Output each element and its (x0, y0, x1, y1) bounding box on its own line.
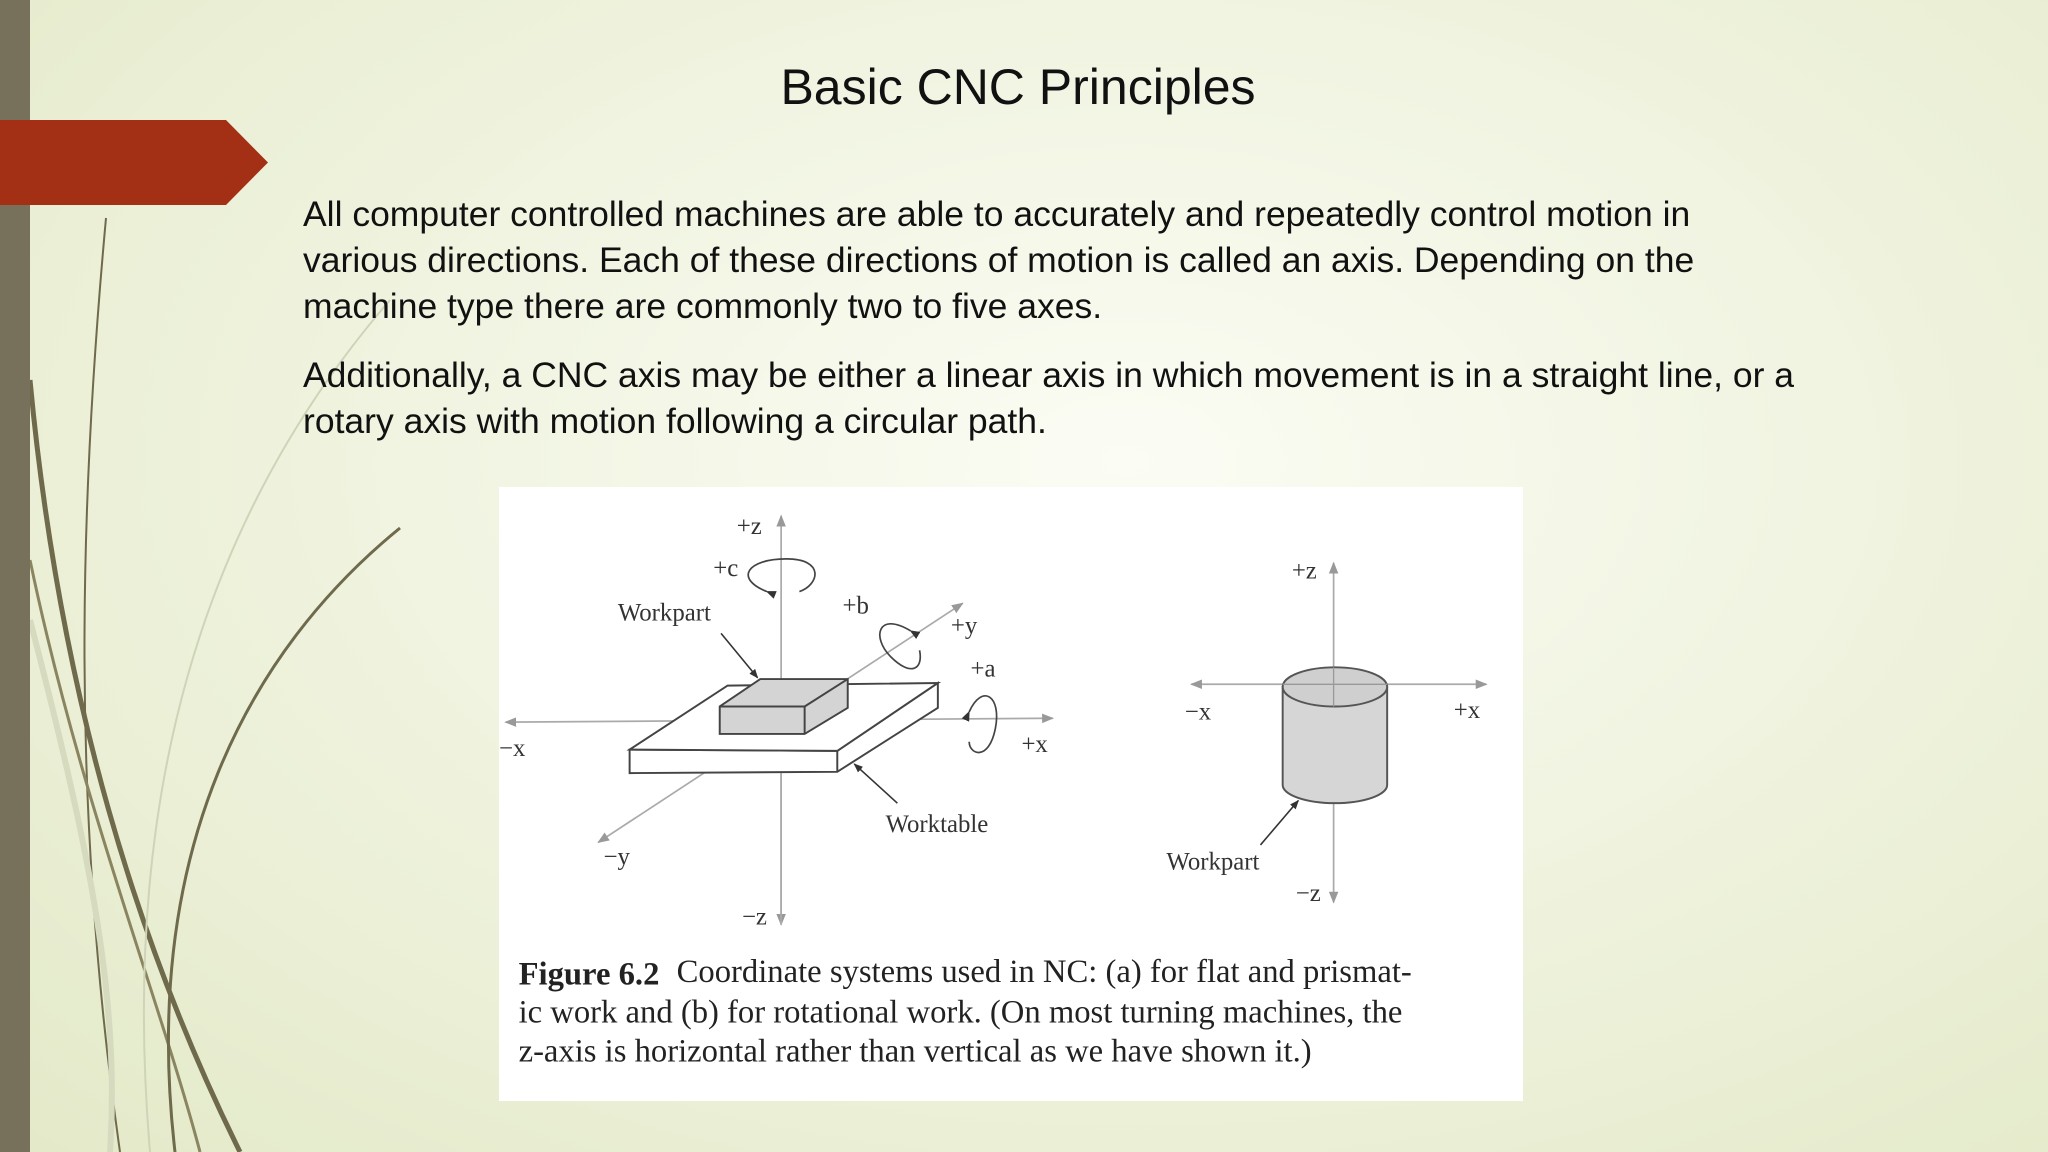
text-line: rotary axis with motion following a circular path. (303, 401, 1047, 441)
caption-number: Figure 6.2 (518, 956, 660, 993)
text-line: machine type there are commonly two to five axes. (303, 286, 1103, 326)
caption-line: z-axis is horizontal rather than vertical as we have shown it.) (518, 1033, 1312, 1070)
caption-line: Coordinate systems used in NC: (a) for flat and prismat- (676, 954, 1412, 991)
label-pa: +a (970, 655, 996, 683)
label-mz: −z (1295, 880, 1321, 908)
label-py: +y (950, 612, 978, 640)
label-worktable: Worktable (885, 810, 989, 838)
label-mx: −x (499, 735, 526, 763)
rotational-coordinate-diagram (1166, 557, 1486, 907)
label-px: +x (1021, 731, 1048, 759)
caption-line: ic work and (b) for rotational work. (On most turning machines, the (518, 994, 1403, 1031)
label-pc: +c (713, 554, 739, 582)
label-pz: +z (1291, 557, 1317, 585)
paragraph-1 (303, 191, 1694, 329)
text-line: Additionally, a CNC axis may be either a linear axis in which movement is in a straight line, or a (303, 355, 1794, 395)
label-workpart: Workpart (617, 599, 711, 627)
label-pb: +b (842, 592, 869, 620)
title-arrow-shape (0, 120, 268, 205)
text-line: All computer controlled machines are able to accurately and repeatedly control motion in (303, 194, 1691, 234)
label-px: +x (1453, 697, 1481, 725)
figure-caption (519, 954, 1412, 1070)
text-line: various directions. Each of these directions of motion is called an axis. Depending on the (303, 240, 1695, 280)
label-workpart: Workpart (1166, 848, 1260, 876)
paragraph-2 (303, 352, 1794, 444)
label-mz: −z (741, 903, 767, 931)
cylinder-workpart (1283, 667, 1387, 803)
coordinate-systems-figure (499, 487, 1523, 1101)
prismatic-coordinate-diagram (499, 513, 1053, 931)
label-my: −y (603, 843, 630, 871)
slide-title: Basic CNC Principles (780, 59, 1256, 115)
label-mx: −x (1184, 698, 1212, 726)
label-pz: +z (736, 513, 762, 541)
